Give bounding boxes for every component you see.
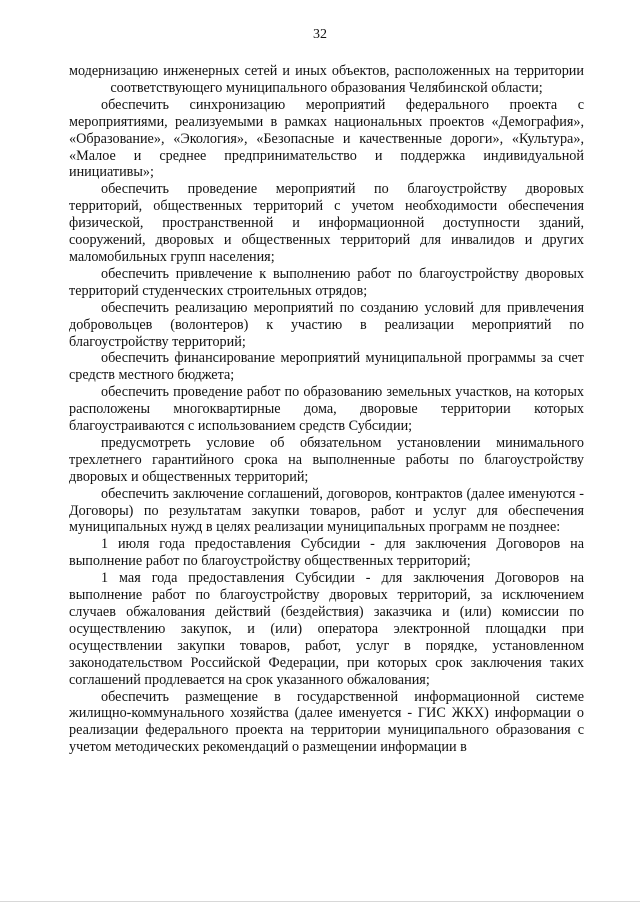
paragraph: предусмотреть условие об обязательном установлении минимального трехлетнего гарантийного срока на выполненные работы по благоустройству дворовых и общественных территорий; (69, 434, 584, 485)
paragraph: обеспечить реализацию мероприятий по созданию условий для привлечения добровольцев (волонтеров) к участию в реализации мероприятий по благоустройству территорий; (69, 299, 584, 350)
paragraph: обеспечить заключение соглашений, договоров, контрактов (далее именуются - Договоры) по результатам закупки товаров, работ и услуг для обеспечения муниципальных нужд в целях реализации муниципальных программ не позднее: (69, 485, 584, 536)
paragraph: 1 мая года предоставления Субсидии - для заключения Договоров на выполнение работ по благоустройству дворовых территорий, за исключением случаев обжалования действий (бездействия) заказчика и (или) комиссии по осуществлению закупок, и (или) оператора электронной площадки при осуществлении закупки товаров, работ, услуг в порядке, установленном законодательством Российской Федерации, при которых срок заключения таких соглашений продлевается на срок указанного обжалования; (69, 570, 584, 688)
page-bottom-edge (0, 901, 640, 902)
paragraph: обеспечить финансирование мероприятий муниципальной программы за счет средств местного бюджета; (69, 350, 584, 384)
paragraph: обеспечить синхронизацию мероприятий федерального проекта с мероприятиями, реализуемыми в рамках национальных проектов «Демография», «Образование», «Экология», «Безопасные и качественные дороги», «Культура», «Малое и среднее предпринимательство и поддержка индивидуальной инициативы»; (69, 96, 584, 181)
paragraph: 1 июля года предоставления Субсидии - для заключения Договоров на выполнение работ по благоустройству общественных территорий; (69, 536, 584, 570)
paragraph: обеспечить проведение работ по образованию земельных участков, на которых расположены многоквартирные дома, дворовые территории которых благоустраиваются с использованием средств Субсидии; (69, 384, 584, 435)
paragraph: модернизацию инженерных сетей и иных объектов, расположенных на территории соответствующего муниципального образования Челябинской области; (69, 63, 584, 96)
paragraph: обеспечить размещение в государственной информационной системе жилищно-коммунального хозяйства (далее именуется - ГИС ЖКХ) информации о реализации федерального проекта на территории муниципального образования с учетом методических рекомендаций о размещении информации в (69, 688, 584, 756)
document-body (69, 63, 584, 756)
paragraph: обеспечить проведение мероприятий по благоустройству дворовых территорий, общественных территорий с учетом необходимости обеспечения физической, пространственной и информационной доступности зданий, сооружений, дворовых и общественных территорий для инвалидов и других маломобильных групп населения; (69, 181, 584, 265)
page-number: 32 (313, 27, 327, 42)
paragraph: обеспечить привлечение к выполнению работ по благоустройству дворовых территорий студенческих строительных отрядов; (69, 265, 584, 299)
